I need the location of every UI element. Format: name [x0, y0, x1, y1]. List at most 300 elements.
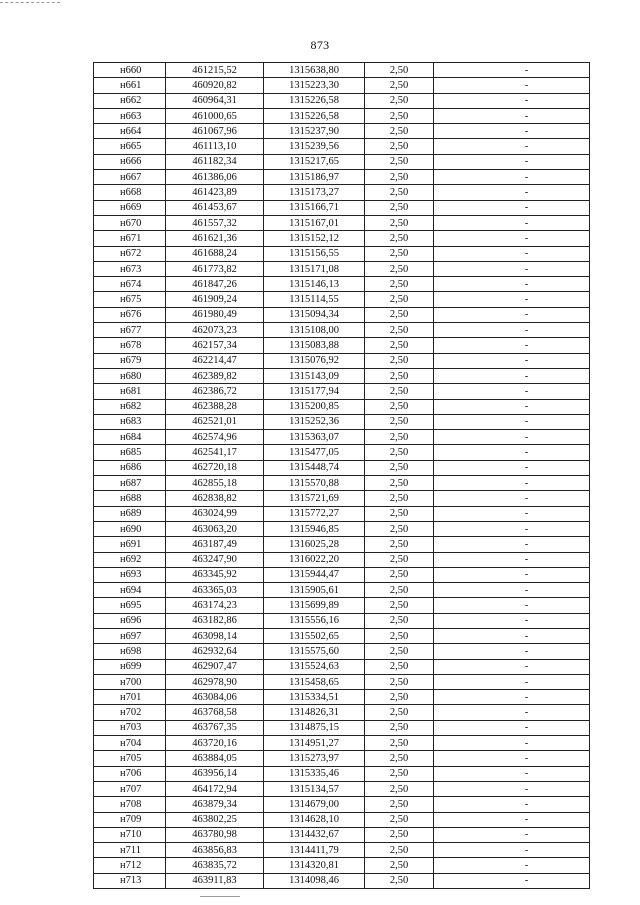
y-coordinate-cell: 1315108,00	[264, 323, 365, 338]
method-cell: -	[434, 384, 590, 399]
y-coordinate-cell: 1315171,08	[264, 261, 365, 276]
method-cell: -	[434, 246, 590, 261]
method-cell: -	[434, 613, 590, 628]
error-cell: 2,50	[365, 78, 434, 93]
x-coordinate-cell: 462855,18	[166, 476, 264, 491]
y-coordinate-cell: 1315166,71	[264, 200, 365, 215]
table-row	[94, 292, 590, 307]
table-row	[94, 736, 590, 751]
x-coordinate-cell: 462389,82	[166, 368, 264, 383]
x-coordinate-cell: 462720,18	[166, 460, 264, 475]
method-cell: -	[434, 506, 590, 521]
error-cell: 2,50	[365, 307, 434, 322]
method-cell: -	[434, 827, 590, 842]
x-coordinate-cell: 462907,47	[166, 659, 264, 674]
error-cell: 2,50	[365, 63, 434, 78]
y-coordinate-cell: 1315156,55	[264, 246, 365, 261]
method-cell: -	[434, 598, 590, 613]
x-coordinate-cell: 463098,14	[166, 628, 264, 643]
point-id-cell: н666	[94, 154, 166, 169]
point-id-cell: н676	[94, 307, 166, 322]
x-coordinate-cell: 461909,24	[166, 292, 264, 307]
table-row	[94, 170, 590, 185]
error-cell: 2,50	[365, 628, 434, 643]
error-cell: 2,50	[365, 705, 434, 720]
point-id-cell: н664	[94, 124, 166, 139]
y-coordinate-cell: 1314628,10	[264, 812, 365, 827]
method-cell: -	[434, 567, 590, 582]
error-cell: 2,50	[365, 476, 434, 491]
point-id-cell: н663	[94, 108, 166, 123]
table-row	[94, 521, 590, 536]
point-id-cell: н710	[94, 827, 166, 842]
x-coordinate-cell: 463345,92	[166, 567, 264, 582]
point-id-cell: н711	[94, 843, 166, 858]
table-row	[94, 200, 590, 215]
error-cell: 2,50	[365, 124, 434, 139]
method-cell: -	[434, 843, 590, 858]
table-row	[94, 108, 590, 123]
method-cell: -	[434, 445, 590, 460]
x-coordinate-cell: 463187,49	[166, 537, 264, 552]
scan-bottom-mark	[200, 896, 240, 897]
coordinates-table	[93, 62, 590, 889]
point-id-cell: н698	[94, 644, 166, 659]
method-cell: -	[434, 812, 590, 827]
x-coordinate-cell: 461557,32	[166, 215, 264, 230]
y-coordinate-cell: 1315217,65	[264, 154, 365, 169]
x-coordinate-cell: 464172,94	[166, 781, 264, 796]
x-coordinate-cell: 460964,31	[166, 93, 264, 108]
x-coordinate-cell: 463884,05	[166, 751, 264, 766]
x-coordinate-cell: 462574,96	[166, 430, 264, 445]
x-coordinate-cell: 461000,65	[166, 108, 264, 123]
method-cell: -	[434, 261, 590, 276]
y-coordinate-cell: 1315146,13	[264, 277, 365, 292]
point-id-cell: н707	[94, 781, 166, 796]
point-id-cell: н689	[94, 506, 166, 521]
error-cell: 2,50	[365, 873, 434, 888]
point-id-cell: н669	[94, 200, 166, 215]
method-cell: -	[434, 399, 590, 414]
x-coordinate-cell: 462157,34	[166, 338, 264, 353]
method-cell: -	[434, 491, 590, 506]
y-coordinate-cell: 1315167,01	[264, 215, 365, 230]
point-id-cell: н691	[94, 537, 166, 552]
y-coordinate-cell: 1315502,65	[264, 628, 365, 643]
x-coordinate-cell: 462073,23	[166, 323, 264, 338]
point-id-cell: н661	[94, 78, 166, 93]
y-coordinate-cell: 1315363,07	[264, 430, 365, 445]
y-coordinate-cell: 1315143,09	[264, 368, 365, 383]
method-cell: -	[434, 277, 590, 292]
y-coordinate-cell: 1315448,74	[264, 460, 365, 475]
table-row	[94, 139, 590, 154]
method-cell: -	[434, 368, 590, 383]
x-coordinate-cell: 463365,03	[166, 583, 264, 598]
point-id-cell: н706	[94, 766, 166, 781]
table-row	[94, 766, 590, 781]
table-row	[94, 613, 590, 628]
point-id-cell: н694	[94, 583, 166, 598]
error-cell: 2,50	[365, 812, 434, 827]
y-coordinate-cell: 1315335,46	[264, 766, 365, 781]
table-row	[94, 843, 590, 858]
table-row	[94, 399, 590, 414]
y-coordinate-cell: 1315721,69	[264, 491, 365, 506]
table-row	[94, 231, 590, 246]
table-row	[94, 690, 590, 705]
error-cell: 2,50	[365, 843, 434, 858]
y-coordinate-cell: 1315239,56	[264, 139, 365, 154]
table-row	[94, 659, 590, 674]
error-cell: 2,50	[365, 215, 434, 230]
method-cell: -	[434, 766, 590, 781]
table-row	[94, 323, 590, 338]
table-row	[94, 476, 590, 491]
y-coordinate-cell: 1315273,97	[264, 751, 365, 766]
x-coordinate-cell: 462388,28	[166, 399, 264, 414]
method-cell: -	[434, 231, 590, 246]
point-id-cell: н684	[94, 430, 166, 445]
table-row	[94, 751, 590, 766]
table-row	[94, 506, 590, 521]
scan-edge-mark	[0, 2, 60, 4]
point-id-cell: н688	[94, 491, 166, 506]
method-cell: -	[434, 690, 590, 705]
x-coordinate-cell: 461688,24	[166, 246, 264, 261]
method-cell: -	[434, 170, 590, 185]
x-coordinate-cell: 461980,49	[166, 307, 264, 322]
error-cell: 2,50	[365, 108, 434, 123]
point-id-cell: н708	[94, 797, 166, 812]
error-cell: 2,50	[365, 506, 434, 521]
x-coordinate-cell: 463802,25	[166, 812, 264, 827]
error-cell: 2,50	[365, 292, 434, 307]
error-cell: 2,50	[365, 583, 434, 598]
error-cell: 2,50	[365, 414, 434, 429]
method-cell: -	[434, 659, 590, 674]
error-cell: 2,50	[365, 338, 434, 353]
table-row	[94, 277, 590, 292]
error-cell: 2,50	[365, 521, 434, 536]
y-coordinate-cell: 1315477,05	[264, 445, 365, 460]
method-cell: -	[434, 705, 590, 720]
x-coordinate-cell: 463063,20	[166, 521, 264, 536]
method-cell: -	[434, 63, 590, 78]
table-row	[94, 781, 590, 796]
x-coordinate-cell: 462838,82	[166, 491, 264, 506]
table-row	[94, 124, 590, 139]
error-cell: 2,50	[365, 659, 434, 674]
x-coordinate-cell: 463182,86	[166, 613, 264, 628]
method-cell: -	[434, 628, 590, 643]
table-row	[94, 720, 590, 735]
x-coordinate-cell: 461847,26	[166, 277, 264, 292]
method-cell: -	[434, 430, 590, 445]
y-coordinate-cell: 1315946,85	[264, 521, 365, 536]
error-cell: 2,50	[365, 261, 434, 276]
error-cell: 2,50	[365, 766, 434, 781]
method-cell: -	[434, 93, 590, 108]
x-coordinate-cell: 463879,34	[166, 797, 264, 812]
x-coordinate-cell: 463767,35	[166, 720, 264, 735]
y-coordinate-cell: 1315152,12	[264, 231, 365, 246]
table-row	[94, 460, 590, 475]
error-cell: 2,50	[365, 797, 434, 812]
table-row	[94, 261, 590, 276]
method-cell: -	[434, 139, 590, 154]
table-row	[94, 78, 590, 93]
error-cell: 2,50	[365, 690, 434, 705]
point-id-cell: н671	[94, 231, 166, 246]
point-id-cell: н660	[94, 63, 166, 78]
method-cell: -	[434, 751, 590, 766]
page-number: 873	[310, 38, 330, 52]
error-cell: 2,50	[365, 323, 434, 338]
error-cell: 2,50	[365, 384, 434, 399]
method-cell: -	[434, 537, 590, 552]
table-row	[94, 674, 590, 689]
error-cell: 2,50	[365, 460, 434, 475]
error-cell: 2,50	[365, 139, 434, 154]
table-row	[94, 185, 590, 200]
method-cell: -	[434, 583, 590, 598]
y-coordinate-cell: 1314875,15	[264, 720, 365, 735]
y-coordinate-cell: 1314951,27	[264, 736, 365, 751]
error-cell: 2,50	[365, 154, 434, 169]
point-id-cell: н670	[94, 215, 166, 230]
point-id-cell: н680	[94, 368, 166, 383]
error-cell: 2,50	[365, 613, 434, 628]
error-cell: 2,50	[365, 491, 434, 506]
method-cell: -	[434, 858, 590, 873]
y-coordinate-cell: 1315556,16	[264, 613, 365, 628]
point-id-cell: н668	[94, 185, 166, 200]
table-row	[94, 215, 590, 230]
table-row	[94, 338, 590, 353]
table-row	[94, 353, 590, 368]
method-cell: -	[434, 185, 590, 200]
error-cell: 2,50	[365, 430, 434, 445]
x-coordinate-cell: 463911,83	[166, 873, 264, 888]
x-coordinate-cell: 461453,67	[166, 200, 264, 215]
table-row	[94, 368, 590, 383]
x-coordinate-cell: 463768,58	[166, 705, 264, 720]
x-coordinate-cell: 462978,90	[166, 674, 264, 689]
table-row	[94, 93, 590, 108]
table-row	[94, 705, 590, 720]
point-id-cell: н704	[94, 736, 166, 751]
error-cell: 2,50	[365, 200, 434, 215]
table-row	[94, 858, 590, 873]
y-coordinate-cell: 1314411,79	[264, 843, 365, 858]
error-cell: 2,50	[365, 537, 434, 552]
point-id-cell: н687	[94, 476, 166, 491]
y-coordinate-cell: 1314679,00	[264, 797, 365, 812]
y-coordinate-cell: 1315186,97	[264, 170, 365, 185]
table-row	[94, 644, 590, 659]
x-coordinate-cell: 463247,90	[166, 552, 264, 567]
table-row	[94, 445, 590, 460]
table-row	[94, 552, 590, 567]
table-row	[94, 583, 590, 598]
y-coordinate-cell: 1315134,57	[264, 781, 365, 796]
error-cell: 2,50	[365, 93, 434, 108]
method-cell: -	[434, 720, 590, 735]
x-coordinate-cell: 461773,82	[166, 261, 264, 276]
method-cell: -	[434, 644, 590, 659]
x-coordinate-cell: 461423,89	[166, 185, 264, 200]
table-row	[94, 537, 590, 552]
x-coordinate-cell: 461182,34	[166, 154, 264, 169]
y-coordinate-cell: 1314826,31	[264, 705, 365, 720]
y-coordinate-cell: 1315223,30	[264, 78, 365, 93]
table-row	[94, 491, 590, 506]
point-id-cell: н713	[94, 873, 166, 888]
method-cell: -	[434, 736, 590, 751]
y-coordinate-cell: 1315226,58	[264, 93, 365, 108]
method-cell: -	[434, 108, 590, 123]
y-coordinate-cell: 1315083,88	[264, 338, 365, 353]
table-row	[94, 154, 590, 169]
point-id-cell: н692	[94, 552, 166, 567]
error-cell: 2,50	[365, 736, 434, 751]
y-coordinate-cell: 1315173,27	[264, 185, 365, 200]
table-row	[94, 384, 590, 399]
error-cell: 2,50	[365, 368, 434, 383]
y-coordinate-cell: 1315114,55	[264, 292, 365, 307]
y-coordinate-cell: 1315094,34	[264, 307, 365, 322]
method-cell: -	[434, 521, 590, 536]
point-id-cell: н672	[94, 246, 166, 261]
y-coordinate-cell: 1315944,47	[264, 567, 365, 582]
y-coordinate-cell: 1315458,65	[264, 674, 365, 689]
method-cell: -	[434, 781, 590, 796]
x-coordinate-cell: 463174,23	[166, 598, 264, 613]
error-cell: 2,50	[365, 674, 434, 689]
method-cell: -	[434, 124, 590, 139]
method-cell: -	[434, 78, 590, 93]
y-coordinate-cell: 1315226,58	[264, 108, 365, 123]
y-coordinate-cell: 1315334,51	[264, 690, 365, 705]
x-coordinate-cell: 461215,52	[166, 63, 264, 78]
table-row	[94, 827, 590, 842]
error-cell: 2,50	[365, 399, 434, 414]
error-cell: 2,50	[365, 277, 434, 292]
y-coordinate-cell: 1315575,60	[264, 644, 365, 659]
y-coordinate-cell: 1315177,94	[264, 384, 365, 399]
x-coordinate-cell: 463024,99	[166, 506, 264, 521]
point-id-cell: н696	[94, 613, 166, 628]
error-cell: 2,50	[365, 644, 434, 659]
table-row	[94, 430, 590, 445]
error-cell: 2,50	[365, 445, 434, 460]
point-id-cell: н699	[94, 659, 166, 674]
point-id-cell: н677	[94, 323, 166, 338]
table-row	[94, 414, 590, 429]
error-cell: 2,50	[365, 781, 434, 796]
point-id-cell: н702	[94, 705, 166, 720]
point-id-cell: н703	[94, 720, 166, 735]
table-row	[94, 812, 590, 827]
point-id-cell: н690	[94, 521, 166, 536]
error-cell: 2,50	[365, 231, 434, 246]
table-row	[94, 797, 590, 812]
y-coordinate-cell: 1316022,20	[264, 552, 365, 567]
error-cell: 2,50	[365, 827, 434, 842]
x-coordinate-cell: 461067,96	[166, 124, 264, 139]
method-cell: -	[434, 215, 590, 230]
error-cell: 2,50	[365, 170, 434, 185]
error-cell: 2,50	[365, 353, 434, 368]
x-coordinate-cell: 462386,72	[166, 384, 264, 399]
y-coordinate-cell: 1315699,89	[264, 598, 365, 613]
method-cell: -	[434, 154, 590, 169]
y-coordinate-cell: 1314098,46	[264, 873, 365, 888]
point-id-cell: н679	[94, 353, 166, 368]
error-cell: 2,50	[365, 246, 434, 261]
y-coordinate-cell: 1315076,92	[264, 353, 365, 368]
y-coordinate-cell: 1315638,80	[264, 63, 365, 78]
point-id-cell: н675	[94, 292, 166, 307]
point-id-cell: н667	[94, 170, 166, 185]
error-cell: 2,50	[365, 552, 434, 567]
method-cell: -	[434, 552, 590, 567]
table-row	[94, 307, 590, 322]
y-coordinate-cell: 1315905,61	[264, 583, 365, 598]
x-coordinate-cell: 463835,72	[166, 858, 264, 873]
point-id-cell: н701	[94, 690, 166, 705]
x-coordinate-cell: 463720,16	[166, 736, 264, 751]
point-id-cell: н678	[94, 338, 166, 353]
error-cell: 2,50	[365, 720, 434, 735]
y-coordinate-cell: 1316025,28	[264, 537, 365, 552]
point-id-cell: н683	[94, 414, 166, 429]
method-cell: -	[434, 307, 590, 322]
method-cell: -	[434, 353, 590, 368]
table-row	[94, 873, 590, 888]
y-coordinate-cell: 1315524,63	[264, 659, 365, 674]
coordinates-table-body	[94, 63, 590, 889]
error-cell: 2,50	[365, 185, 434, 200]
x-coordinate-cell: 462932,64	[166, 644, 264, 659]
method-cell: -	[434, 323, 590, 338]
error-cell: 2,50	[365, 567, 434, 582]
method-cell: -	[434, 797, 590, 812]
y-coordinate-cell: 1314432,67	[264, 827, 365, 842]
table-row	[94, 246, 590, 261]
table-row	[94, 628, 590, 643]
point-id-cell: н662	[94, 93, 166, 108]
method-cell: -	[434, 674, 590, 689]
table-row	[94, 63, 590, 78]
point-id-cell: н700	[94, 674, 166, 689]
point-id-cell: н673	[94, 261, 166, 276]
x-coordinate-cell: 461113,10	[166, 139, 264, 154]
y-coordinate-cell: 1315252,36	[264, 414, 365, 429]
method-cell: -	[434, 873, 590, 888]
y-coordinate-cell: 1315237,90	[264, 124, 365, 139]
method-cell: -	[434, 476, 590, 491]
method-cell: -	[434, 292, 590, 307]
point-id-cell: н686	[94, 460, 166, 475]
point-id-cell: н665	[94, 139, 166, 154]
point-id-cell: н693	[94, 567, 166, 582]
y-coordinate-cell: 1315772,27	[264, 506, 365, 521]
error-cell: 2,50	[365, 751, 434, 766]
method-cell: -	[434, 460, 590, 475]
